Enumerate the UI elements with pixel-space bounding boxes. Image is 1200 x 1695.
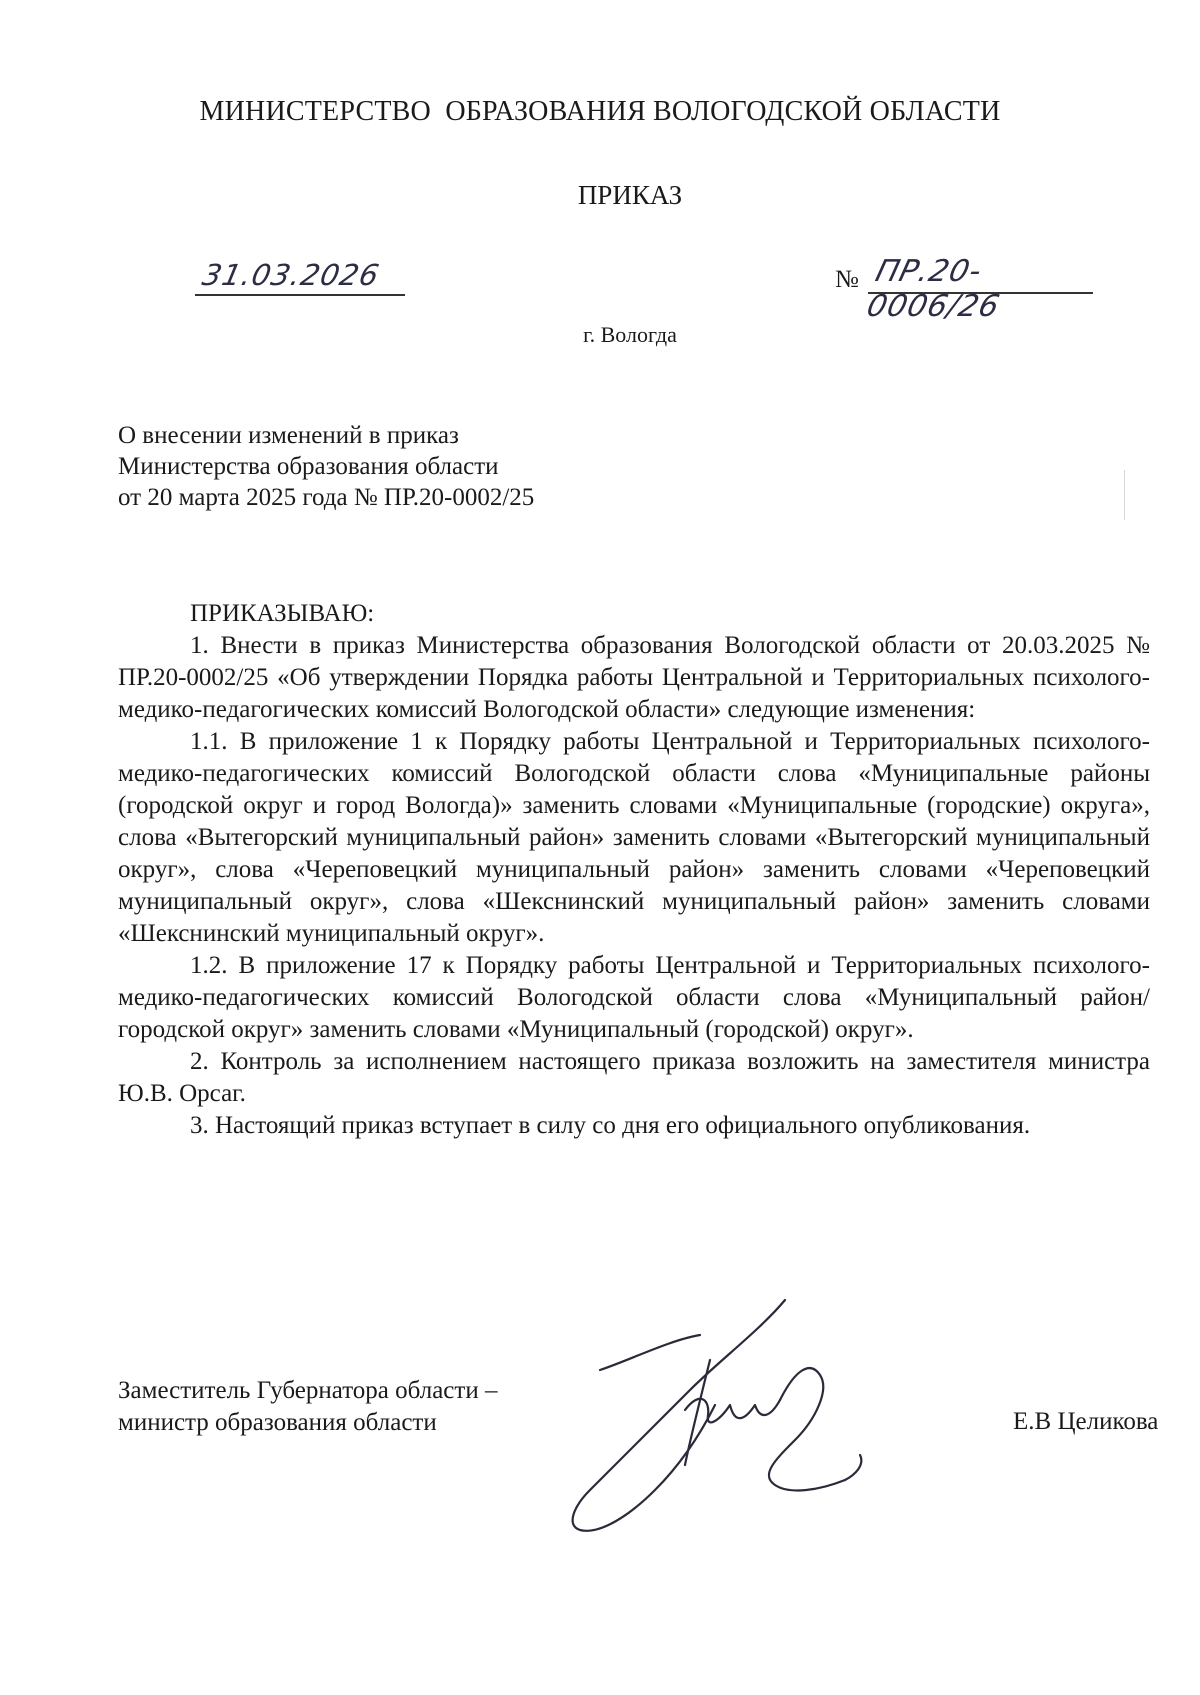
ministry-heading: МИНИСТЕРСТВО ОБРАЗОВАНИЯ ВОЛОГОДСКОЙ ОБЛАСТИ: [199, 96, 1001, 127]
document-type: ПРИКАЗ: [577, 180, 683, 210]
order-body: [118, 598, 1150, 1142]
handwritten-signature: [560, 1290, 880, 1550]
number-sign: №: [835, 266, 859, 293]
handwritten-date: 31.03.2026: [199, 258, 383, 292]
position-line: Заместитель Губернатора области –: [118, 1377, 498, 1404]
city: г. Вологда: [583, 322, 677, 347]
order-directive: ПРИКАЗЫВАЮ:: [190, 600, 375, 627]
order-subject: [118, 420, 534, 513]
signatory-position: [118, 1375, 497, 1439]
number-field: [863, 254, 1093, 324]
order-paragraph: 1.2. В приложение 17 к Порядку работы Центральной и Территориальных психолого-медико-педагогических комиссий Вологодской области слова «Муниципальный район/городской округ» заменить словами «Муниципальный (городской) округ».: [118, 952, 1150, 1043]
position-line: министр образования области: [118, 1409, 437, 1436]
subject-line: от 20 марта 2025 года № ПР.20-0002/25: [118, 484, 535, 511]
subject-line: О внесении изменений в приказ: [118, 422, 459, 449]
handwritten-number: ПР.20-0006/26: [863, 254, 1004, 324]
signer-name: Е.В Целикова: [1013, 1408, 1159, 1435]
order-paragraph: 1.1. В приложение 1 к Порядку работы Центральной и Территориальных психолого-медико-педагогических комиссий Вологодской области слова «Муниципальные районы (городской округ и город Вологда)» заменить словами «Муниципальные (городские) округа», слова «Вытегорский муниципальный район» заменить словами «Вытегорский муниципальный округ», слова «Череповецкий муниципальный район» заменить словами «Череповецкий муниципальный округ», слова «Шекснинский муниципальный район» заменить словами «Шекснинский муниципальный округ».: [118, 728, 1150, 947]
order-paragraph: 2. Контроль за исполнением настоящего приказа возложить на заместителя министра Ю.В. Орсаг.: [118, 1048, 1150, 1107]
order-paragraph: 1. Внести в приказ Министерства образования Вологодской области от 20.03.2025 № ПР.20-0002/25 «Об утверждении Порядка работы Центральной и Территориальных психолого-медико-педагогических комиссий Вологодской области» следующие изменения:: [118, 632, 1150, 723]
subject-line: Министерства образования области: [118, 453, 499, 480]
scan-artifact: [1124, 470, 1125, 520]
order-paragraph: 3. Настоящий приказ вступает в силу со дня его официального опубликования.: [190, 1112, 1031, 1139]
date-field: [195, 258, 405, 296]
